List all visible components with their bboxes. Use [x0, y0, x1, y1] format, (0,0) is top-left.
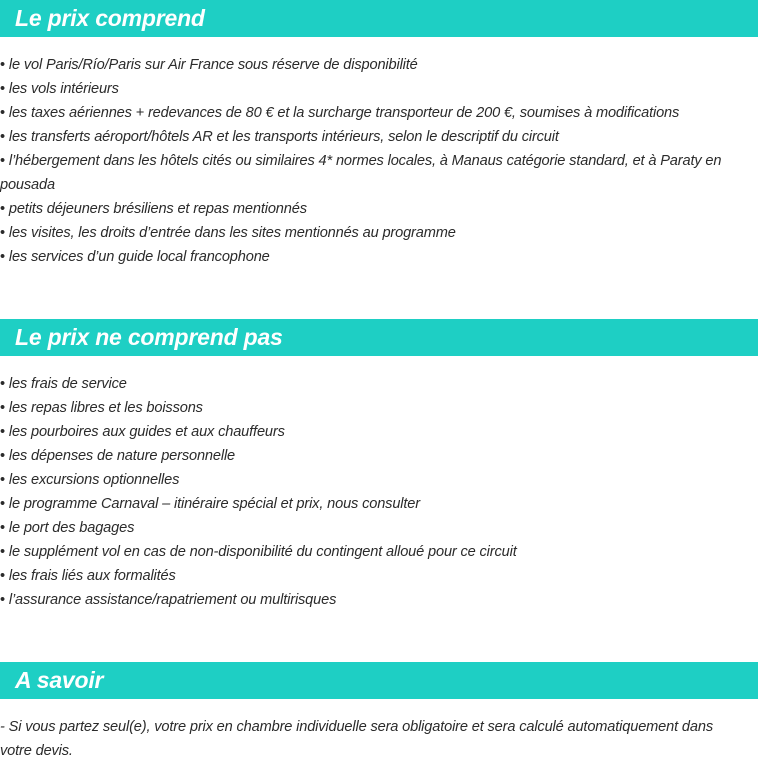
included-header: [0, 0, 758, 37]
good-to-know-title: A savoir: [15, 667, 104, 693]
bullet-icon: •: [0, 472, 5, 488]
good-to-know-header: [0, 662, 758, 699]
bullet-icon: •: [0, 201, 5, 217]
included-section: [0, 0, 758, 269]
list-item: • les repas libres et les boissons: [0, 400, 203, 416]
excluded-section: [0, 319, 758, 612]
bullet-icon: •: [0, 424, 5, 440]
bullet-icon: •: [0, 568, 5, 584]
list-item: • le programme Carnaval – itinéraire spécial et prix, nous consulter: [0, 496, 420, 512]
included-title: Le prix comprend: [15, 5, 205, 31]
bullet-icon: •: [0, 544, 5, 560]
bullet-icon: •: [0, 400, 5, 416]
list-item: • le supplément vol en cas de non-disponibilité du contingent alloué pour ce circuit: [0, 544, 517, 560]
bullet-icon: •: [0, 520, 5, 536]
bullet-icon: •: [0, 592, 5, 608]
list-item: • le port des bagages: [0, 520, 135, 536]
bullet-icon: •: [0, 129, 5, 145]
list-item: • les frais de service: [0, 376, 127, 392]
list-item: • l’assurance assistance/rapatriement ou multirisques: [0, 592, 337, 608]
good-to-know-text: - Si vous partez seul(e), votre prix en chambre individuelle sera obligatoire et sera calculé automatiquement dans votre devis.: [0, 719, 713, 759]
bullet-icon: •: [0, 249, 5, 265]
excluded-header: [0, 319, 758, 356]
list-item: • les vols intérieurs: [0, 81, 119, 97]
bullet-icon: •: [0, 376, 5, 392]
list-item: • les transferts aéroport/hôtels AR et les transports intérieurs, selon le descriptif du circuit: [0, 129, 559, 145]
list-item: • les frais liés aux formalités: [0, 568, 176, 584]
list-item: • le vol Paris/Río/Paris sur Air France sous réserve de disponibilité: [0, 57, 418, 73]
bullet-icon: •: [0, 57, 5, 73]
bullet-icon: •: [0, 496, 5, 512]
bullet-icon: •: [0, 81, 5, 97]
list-item: • petits déjeuners brésiliens et repas mentionnés: [0, 201, 307, 217]
list-item: • les taxes aériennes + redevances de 80 € et la surcharge transporteur de 200 €, soumises à modifications: [0, 105, 680, 121]
list-item: • les excursions optionnelles: [0, 472, 180, 488]
list-item: • les pourboires aux guides et aux chauffeurs: [0, 424, 285, 440]
excluded-list: [0, 356, 758, 612]
list-item: • les dépenses de nature personnelle: [0, 448, 236, 464]
bullet-icon: •: [0, 105, 5, 121]
excluded-title: Le prix ne comprend pas: [15, 324, 283, 350]
bullet-icon: •: [0, 225, 5, 241]
bullet-icon: •: [0, 153, 5, 169]
good-to-know-section: [0, 662, 758, 763]
list-item: • l’hébergement dans les hôtels cités ou similaires 4* normes locales, à Manaus catégorie standard, et à Paraty en pousada: [0, 153, 722, 193]
bullet-icon: •: [0, 448, 5, 464]
included-list: [0, 37, 758, 269]
list-item: • les visites, les droits d’entrée dans les sites mentionnés au programme: [0, 225, 456, 241]
list-item: • les services d’un guide local francophone: [0, 249, 270, 265]
